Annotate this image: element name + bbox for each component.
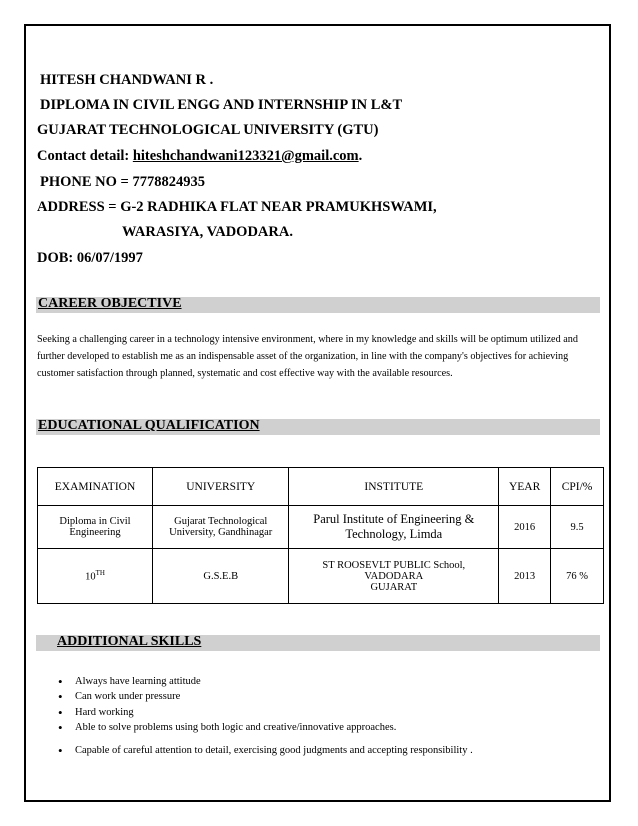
cell-year: 2013 [499, 549, 551, 604]
cell-examination [38, 506, 153, 549]
table-row [38, 506, 604, 549]
cell-university [153, 506, 289, 549]
phone-line: PHONE NO = 7778824935 [40, 174, 205, 190]
cell-superscript: TH [95, 569, 105, 578]
cell-text: Diploma in Civil [59, 516, 131, 527]
education-header-row [38, 468, 604, 506]
cell-cpi: 76 % [551, 549, 604, 604]
cell-institute [289, 549, 499, 604]
cell-text: ST ROOSEVLT PUBLIC School, [322, 559, 466, 571]
col-header-university: UNIVERSITY [153, 468, 289, 506]
cell-text: Engineering [69, 527, 121, 538]
dob-line: DOB: 06/07/1997 [37, 250, 143, 266]
education-title: EDUCATIONAL QUALIFICATION [38, 418, 260, 433]
cell-text: 10 [85, 571, 96, 583]
skills-list-extra [45, 743, 473, 758]
skills-title: ADDITIONAL SKILLS [57, 634, 202, 649]
cell-year: 2016 [499, 506, 551, 549]
cell-text: Gujarat Technological [174, 516, 268, 527]
cell-text: University, Gandhinagar [169, 527, 273, 538]
career-objective-title: CAREER OBJECTIVE [38, 296, 182, 311]
cell-text: Technology, Limda [345, 527, 443, 541]
list-item: • Can work under pressure [45, 689, 396, 704]
cell-text: Parul Institute of Engineering & [313, 512, 475, 526]
address-line-2: WARASIYA, VADODARA. [122, 224, 293, 240]
cell-text: VADODARA [364, 570, 424, 582]
list-item: • Hard working [45, 705, 396, 720]
cell-text: GUJARAT [370, 581, 418, 593]
university-line: GUJARAT TECHNOLOGICAL UNIVERSITY (GTU) [37, 122, 379, 138]
table-row [38, 549, 604, 604]
col-header-institute: INSTITUTE [289, 468, 499, 506]
skills-list [45, 674, 396, 735]
col-header-examination: EXAMINATION [38, 468, 153, 506]
cell-university: G.S.E.B [153, 549, 289, 604]
contact-email-link[interactable]: hiteshchandwani123321@gmail.com [132, 148, 359, 164]
list-item: • Always have learning attitude [45, 674, 396, 689]
contact-end: . [358, 148, 363, 164]
education-table [37, 467, 604, 604]
list-item: • Able to solve problems using both logic and creative/innovative approaches. [45, 720, 396, 735]
col-header-year: YEAR [499, 468, 551, 506]
candidate-name: HITESH CHANDWANI R . [40, 72, 214, 88]
cell-examination [38, 549, 153, 604]
address-line-1: ADDRESS = G-2 RADHIKA FLAT NEAR PRAMUKHSWAMI, [37, 199, 437, 215]
col-header-cpi: CPI/% [551, 468, 604, 506]
contact-label: Contact detail: [37, 148, 133, 164]
contact-line [37, 148, 362, 165]
cell-cpi: 9.5 [551, 506, 604, 549]
list-item: • Capable of careful attention to detail, exercising good judgments and accepting responsibility . [45, 743, 473, 758]
cell-institute [289, 506, 499, 549]
diploma-line: DIPLOMA IN CIVIL ENGG AND INTERNSHIP IN L&T [40, 97, 403, 113]
career-objective-text: Seeking a challenging career in a technology intensive environment, where in my knowledge and skills will be optimum utilized and further developed to establish me as an indispensable asset of the organization, in line with the company's objectives for achieving customer satisfaction through planned, systematic and cost effective way with the available resources. [37, 334, 578, 380]
